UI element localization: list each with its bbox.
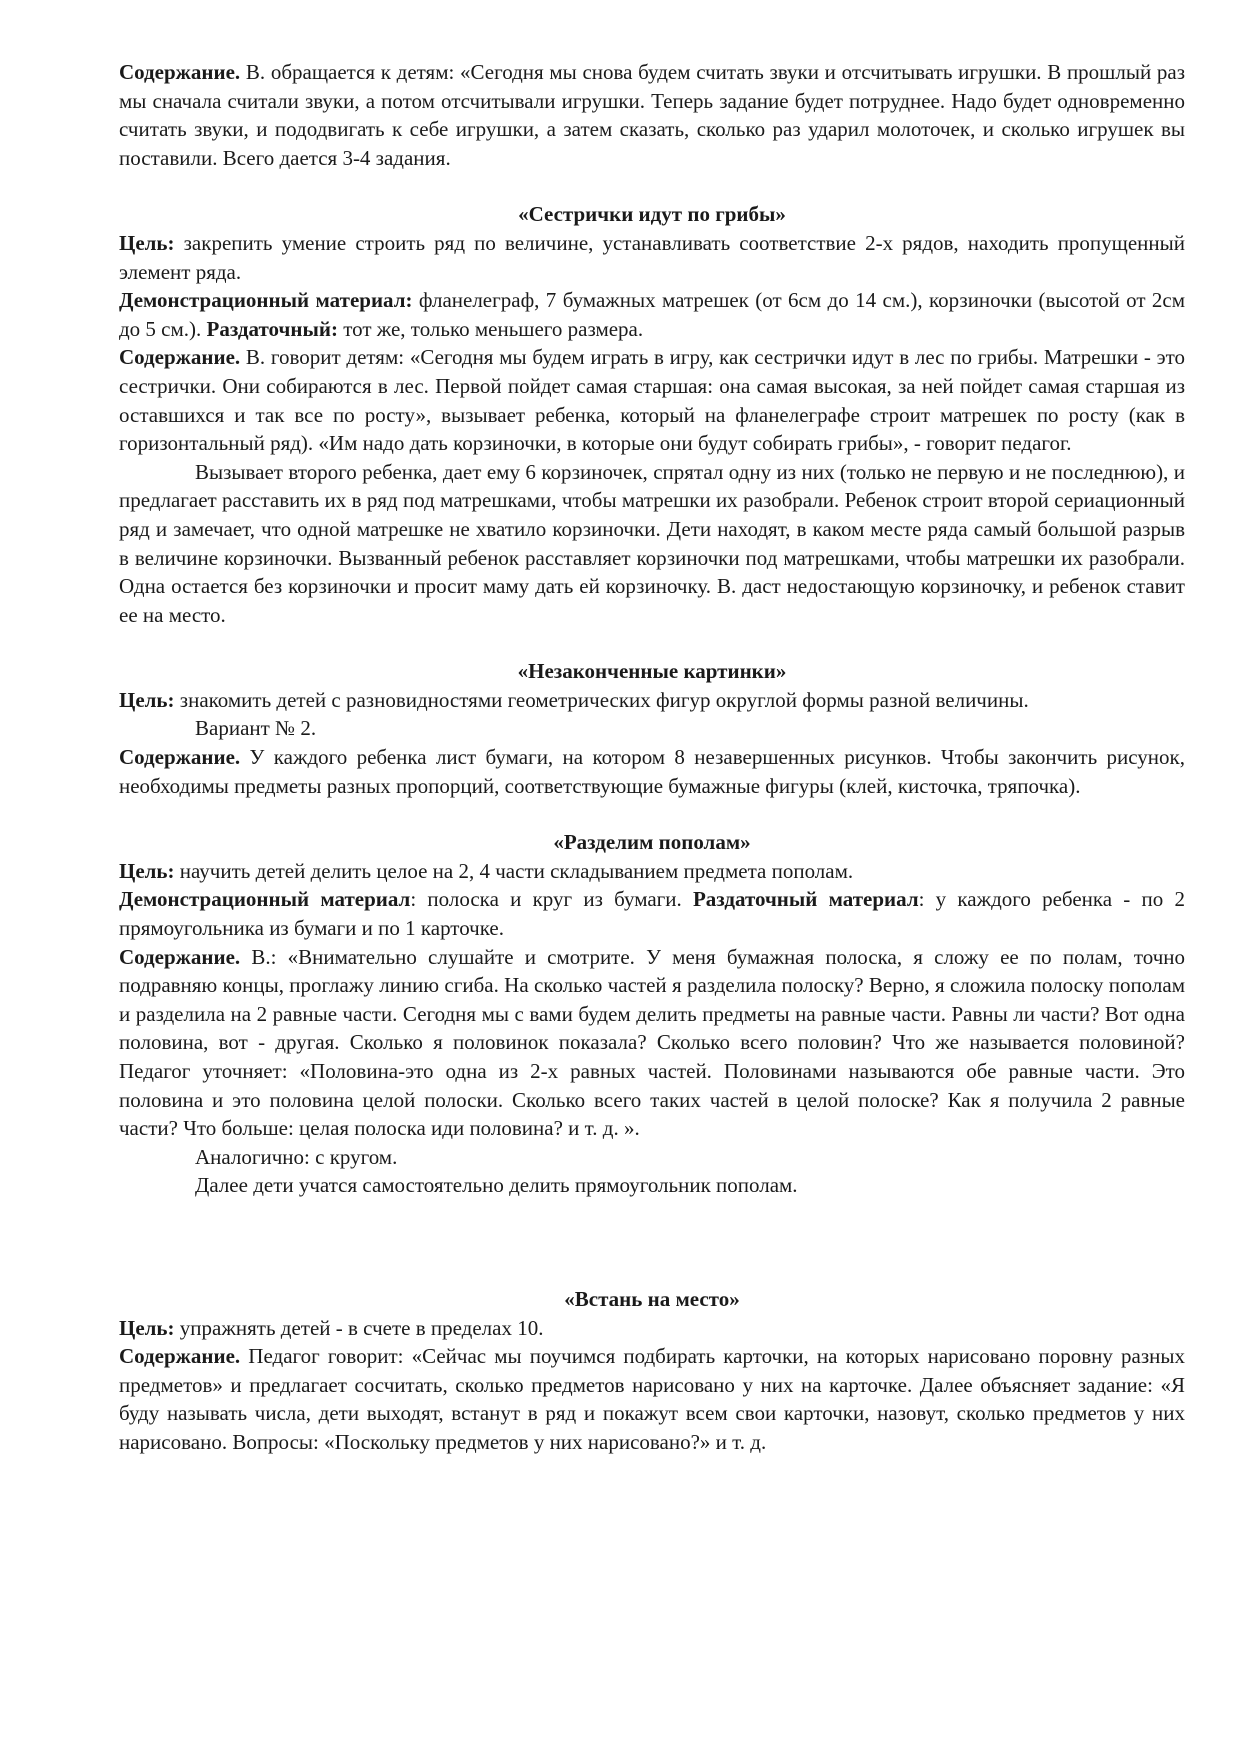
goal-text: закрепить умение строить ряд по величине, устанавливать соответствие 2-х рядов, находить пропущенный элемент ряда. (119, 230, 1185, 284)
handout-text: : у каждого ребенка - по 2 прямоугольника из бумаги и по 1 карточке. (119, 887, 1185, 941)
demo-material-label: Демонстрационный материал (119, 887, 411, 912)
content-paragraph (119, 1342, 1185, 1456)
goal-label: Цель: (119, 230, 175, 255)
content-label: Содержание. (119, 345, 241, 370)
body-line: Далее дети учатся самостоятельно делить прямоугольник пополам. (195, 1173, 798, 1198)
goal-text: упражнять детей - в счете в пределах 10. (174, 1315, 544, 1340)
game-title: «Незаконченные картинки» (517, 659, 787, 684)
demo-material-label: Демонстрационный материал: (119, 288, 413, 313)
goal-label: Цель: (119, 858, 175, 883)
content-paragraph (119, 943, 1185, 1143)
content-paragraph (119, 743, 1185, 800)
content-label: Содержание. (119, 944, 241, 969)
game-unfinished-pictures (119, 657, 1185, 800)
intro-paragraph (119, 58, 1185, 172)
goal-label: Цель: (119, 1315, 175, 1340)
intro-text: В. обращается к детям: «Сегодня мы снова будем считать звуки и отсчитывать игрушки. В прошлый раз мы сначала считали звуки, а потом отсчитывали игрушки. Теперь задание будет потруднее. Надо будет одновременно считать звуки, и пододвигать к себе игрушки, а затем сказать, сколько раз ударил молоточек, и сколько игрушек вы поставили. Всего дается 3-4 задания. (119, 60, 1185, 170)
handout-label: Раздаточный: (206, 316, 338, 341)
content-label: Содержание. (119, 745, 241, 770)
materials-paragraph (119, 885, 1185, 942)
goal-text: знакомить детей с разновидностями геометрических фигур округлой формы разной величины. (174, 687, 1029, 712)
content-label: Содержание. (119, 1344, 241, 1369)
content-text: У каждого ребенка лист бумаги, на котором 8 незавершенных рисунков. Чтобы закончить рисунок, необходимы предметы разных пропорций, соответствующие бумажные фигуры (клей, кисточка, тряпочка). (119, 745, 1185, 798)
demo-material-text: : полоска и круг из бумаги. (410, 887, 693, 912)
game-title: «Сестрички идут по грибы» (518, 202, 786, 227)
game-take-your-place (119, 1285, 1185, 1457)
handout-label: Раздаточный материал (692, 887, 919, 912)
game-title: «Разделим пополам» (553, 830, 751, 855)
content-text: В. говорит детям: «Сегодня мы будем играть в игру, как сестрички идут в лес по грибы. Матрешки - это сестрички. Они собираются в лес. Первой пойдет самая старшая: она самая высокая, за ней пойдет самая старшая из оставшихся и так все по росту», вызывает ребенка, который на фланелеграфе строит матрешек по росту (как в горизонтальный ряд). «Им надо дать корзиночки, в которые они будут собирать грибы», - говорит педагог. (119, 345, 1185, 456)
goal-paragraph (119, 857, 1185, 886)
variant-line: Вариант № 2. (195, 716, 317, 741)
materials-paragraph (119, 286, 1185, 343)
content-text: В.: «Внимательно слушайте и смотрите. У меня бумажная полоска, я сложу ее по полам, точно подравняю концы, проглажу линию сгиба. На сколько частей я разделила полоску? Верно, я сложила полоску пополам и разделила на 2 равные части. Сегодня мы с вами будем делить предметы на равные части. Равны ли части? Вот одна половина, вот - другая. Сколько я половинок показала? Сколько всего половин? Что же называется половиной? Педагог уточняет: «Половина-это одна из 2-х равных частей. Половинами называются обе равные части. Это половина и это половина целой полоски. Сколько всего таких частей в целой полоске? Как я получила 2 равные части? Что больше: целая полоска иди половина? и т. д. ». (119, 944, 1185, 1141)
handout-text: тот же, только меньшего размера. (337, 316, 644, 341)
game-divide-in-half (119, 828, 1185, 1200)
goal-text: научить детей делить целое на 2, 4 части складыванием предмета пополам. (174, 858, 854, 883)
goal-paragraph (119, 229, 1185, 286)
goal-paragraph (119, 686, 1185, 715)
content-label: Содержание. (119, 60, 241, 84)
content-paragraph (119, 343, 1185, 457)
content-text: Педагог говорит: «Сейчас мы поучимся подбирать карточки, на которых нарисовано поровну разных предметов» и предлагает сосчитать, сколько предметов нарисовано у них на карточке. Далее объясняет задание: «Я буду называть числа, дети выходят, встанут в ряд и покажут всем свои карточки, назовут, сколько предметов у них нарисовано. Вопросы: «Поскольку предметов у них нарисовано?» и т. д. (119, 1344, 1185, 1454)
body-paragraph: Вызывает второго ребенка, дает ему 6 корзиночек, спрятал одну из них (только не первую и не последнюю), и предлагает расставить их в ряд под матрешками, чтобы матрешки их разобрали. Ребенок строит второй сериационный ряд и замечает, что одной матрешке не хватило корзиночки. Дети находят, в каком месте ряда самый большой разрыв в величине корзиночки. Вызванный ребенок расставляет корзиночки под матрешками, чтобы матрешки их разобрали. Одна остается без корзиночки и просит маму дать ей корзиночку. В. даст недостающую корзиночку, и ребенок ставит ее на место. (119, 459, 1185, 627)
goal-label: Цель: (119, 687, 175, 712)
goal-paragraph (119, 1314, 1185, 1343)
game-title: «Встань на место» (564, 1286, 740, 1311)
body-line: Аналогично: с кругом. (195, 1144, 398, 1169)
demo-material-text: фланелеграф, 7 бумажных матрешек (от 6см до 14 см.), корзиночки (высотой от 2см до 5 см.). (119, 288, 1185, 341)
game-sisters-mushrooms (119, 200, 1185, 629)
